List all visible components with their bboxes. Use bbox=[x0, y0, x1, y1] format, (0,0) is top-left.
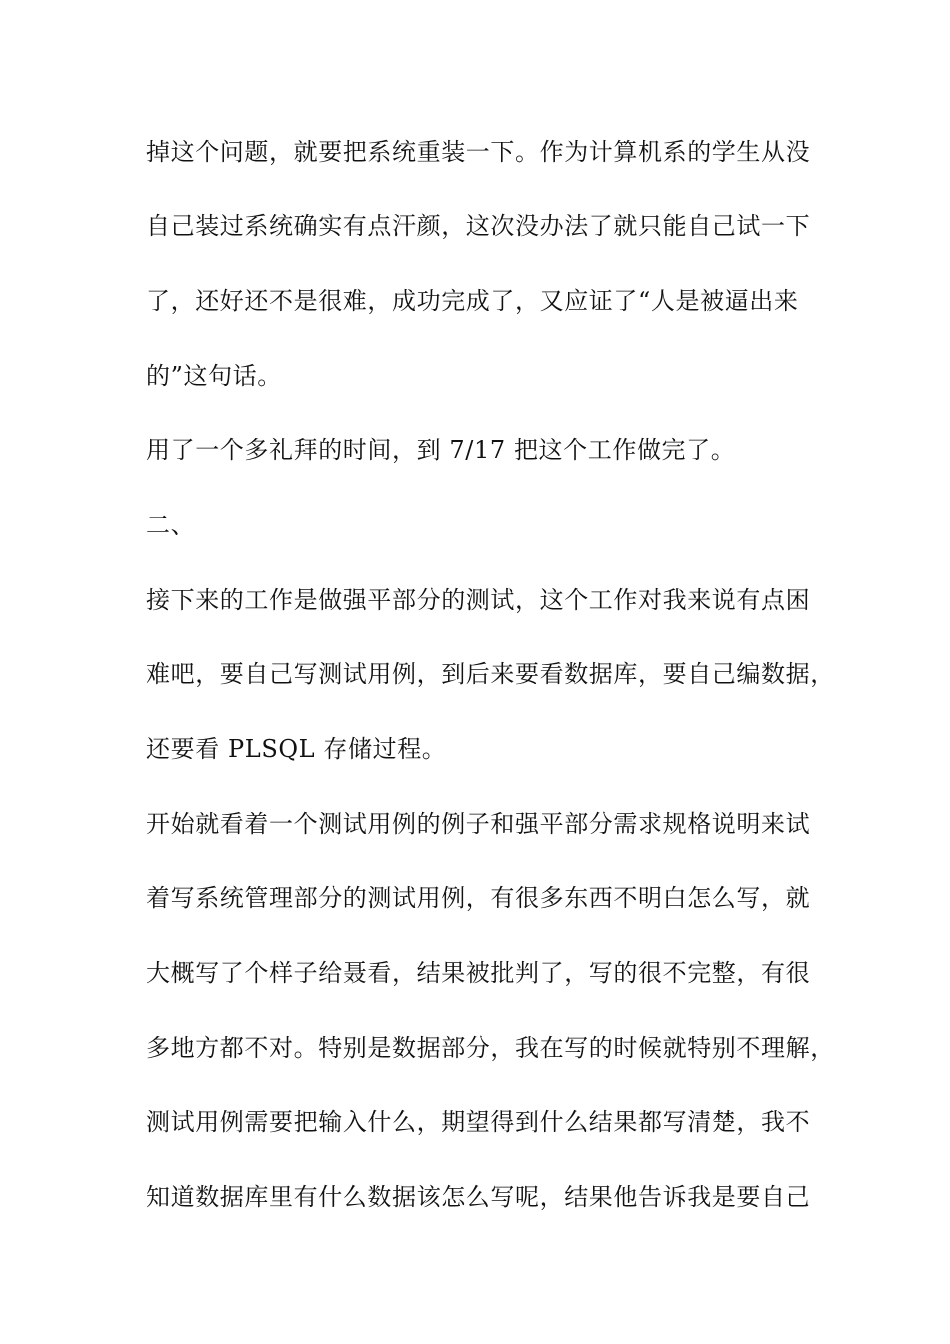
text-line: 难吧，要自己写测试用例，到后来要看数据库，要自己编数据， bbox=[146, 660, 835, 688]
text-line: 了，还好还不是很难，成功完成了，又应证了“人是被逼出来 bbox=[146, 287, 799, 315]
text-line: 掉这个问题，就要把系统重装一下。作为计算机系的学生从没 bbox=[146, 138, 811, 166]
text-line: 自己装过系统确实有点汗颜，这次没办法了就只能自己试一下 bbox=[146, 212, 811, 240]
text-line: 着写系统管理部分的测试用例，有很多东西不明白怎么写，就 bbox=[146, 884, 811, 912]
section-heading: 二、 bbox=[146, 511, 196, 539]
text-line: 大概写了个样子给聂看，结果被批判了，写的很不完整，有很 bbox=[146, 959, 811, 987]
text-line: 的”这句话。 bbox=[146, 362, 282, 390]
text-line: 接下来的工作是做强平部分的测试，这个工作对我来说有点困 bbox=[146, 586, 811, 614]
text-line: 多地方都不对。特别是数据部分，我在写的时候就特别不理解， bbox=[146, 1034, 835, 1062]
text-line: 测试用例需要把输入什么，期望得到什么结果都写清楚，我不 bbox=[146, 1108, 811, 1136]
text-line: 用了一个多礼拜的时间，到 7/17 把这个工作做完了。 bbox=[146, 436, 736, 464]
text-line: 知道数据库里有什么数据该怎么写呢，结果他告诉我是要自己 bbox=[146, 1183, 811, 1211]
text-line: 还要看 PLSQL 存储过程。 bbox=[146, 735, 447, 763]
text-line: 开始就看着一个测试用例的例子和强平部分需求规格说明来试 bbox=[146, 810, 811, 838]
